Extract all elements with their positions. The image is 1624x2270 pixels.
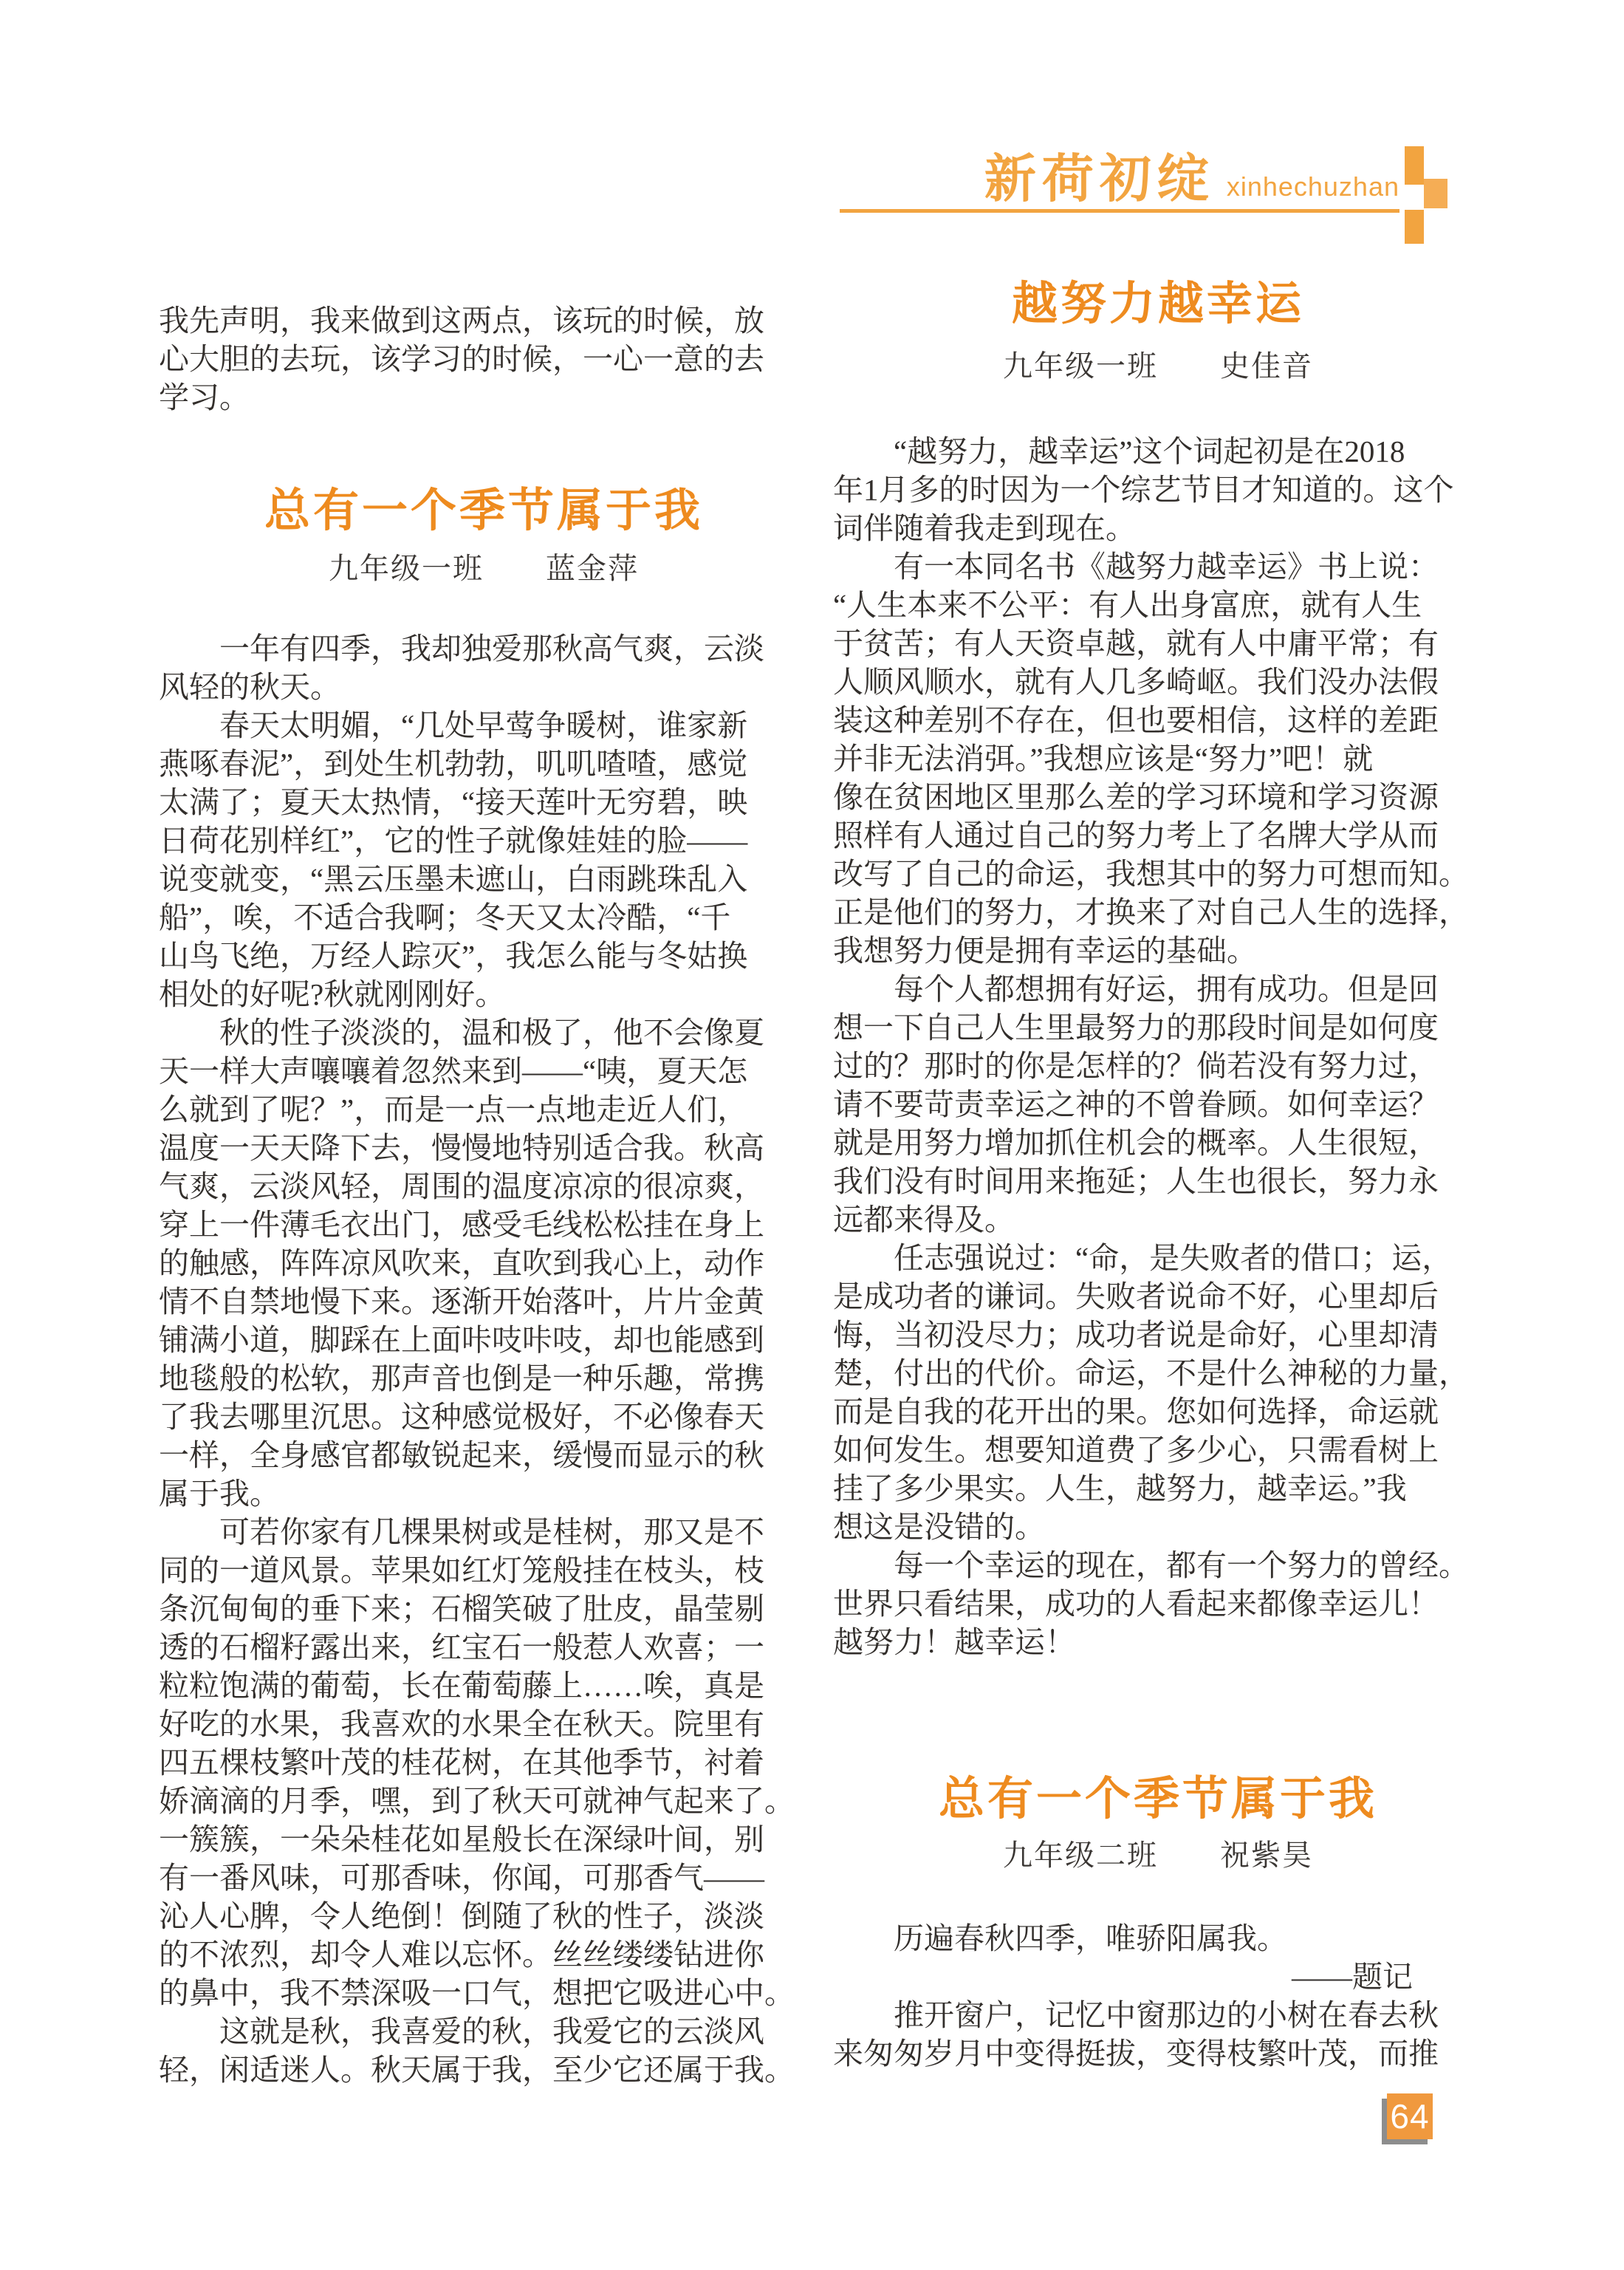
text-line: 好吃的水果，我喜欢的水果全在秋天。院里有 — [159, 1707, 764, 1741]
text-line: 像在贫困地区里那么差的学习环境和学习资源 — [833, 780, 1439, 814]
text-line: 的鼻中，我不禁深吸一口气，想把它吸进心中。 — [159, 1976, 795, 2010]
text-line: 温度一天天降下去，慢慢地特别适合我。秋高 — [159, 1131, 764, 1165]
text-line: 地毯般的松软，那声音也倒是一种乐趣，常携 — [159, 1361, 764, 1395]
text-line: 铺满小道，脚踩在上面咔吱咔吱，却也能感到 — [159, 1323, 764, 1357]
text-line: 人顺风顺水，就有人几多崎岖。我们没办法假 — [833, 665, 1439, 699]
text-line: 有一番风味，可那香味，你闻，可那香气—— — [159, 1861, 764, 1895]
text-line: 太满了；夏天太热情，“接天莲叶无穷碧，映 — [159, 785, 748, 819]
text-line: 春天太明媚，“几处早莺争暖树，谁家新 — [159, 708, 748, 742]
header-stair-square-icon — [1405, 210, 1424, 244]
text-line: 燕啄春泥”，到处生机勃勃，叽叽喳喳，感觉 — [159, 747, 748, 781]
text-line: 情不自禁地慢下来。逐渐开始落叶，片片金黄 — [159, 1285, 764, 1319]
text-line: 想这是没错的。 — [833, 1510, 1045, 1544]
text-line: 属于我。 — [159, 1477, 280, 1511]
text-line: 我先声明，我来做到这两点，该玩的时候，放 — [159, 304, 764, 338]
text-line: 于贫苦；有人天资卓越，就有人中庸平常；有 — [833, 626, 1439, 660]
text-line: 挂了多少果实。人生，越努力，越幸运。”我 — [833, 1471, 1407, 1505]
text-line: 来匆匆岁月中变得挺拔，变得枝繁叶茂，而推 — [833, 2037, 1439, 2071]
header-stair-square-icon — [1405, 146, 1424, 185]
text-line: 娇滴滴的月季，嘿，到了秋天可就神气起来了。 — [159, 1784, 795, 1818]
text-line: 我们没有时间用来拖延；人生也很长，努力永 — [833, 1164, 1439, 1198]
text-line: 照样有人通过自己的努力考上了名牌大学从而 — [833, 818, 1439, 852]
text-line: 如何发生。想要知道费了多少心，只需看树上 — [833, 1433, 1439, 1467]
text-line: 一样，全身感官都敏锐起来，缓慢而显示的秋 — [159, 1438, 764, 1472]
magazine-logo-pinyin: xinhechuzhan — [1226, 171, 1399, 202]
text-line: 说变就变，“黑云压墨未遮山，白雨跳珠乱入 — [159, 862, 748, 896]
article-title-harder-luckier: 越努力越幸运 — [1011, 279, 1304, 329]
text-line: 改写了自己的命运，我想其中的努力可想而知。 — [833, 857, 1469, 891]
text-line: 装这种差别不存在，但也要相信，这样的差距 — [833, 703, 1439, 737]
text-line: 一年有四季，我却独爱那秋高气爽，云淡 — [159, 632, 764, 666]
text-line: 就是用努力增加抓住机会的概率。人生很短， — [833, 1126, 1439, 1160]
article-byline: 九年级一班 史佳音 — [1003, 349, 1313, 383]
text-line: 风轻的秋天。 — [159, 670, 340, 704]
text-line: 并非无法消弭。”我想应该是“努力”吧！就 — [833, 742, 1374, 776]
text-line: 可若你家有几棵果树或是桂树，那又是不 — [159, 1515, 764, 1549]
text-line: 每个人都想拥有好运，拥有成功。但是回 — [833, 972, 1439, 1006]
text-line: 的触感，阵阵凉风吹来，直吹到我心上，动作 — [159, 1246, 764, 1280]
page-number: 64 — [1390, 2097, 1430, 2136]
text-line: 山鸟飞绝，万经人踪灭”，我怎么能与冬姑换 — [159, 939, 748, 973]
text-line: 楚，付出的代价。命运，不是什么神秘的力量， — [833, 1356, 1469, 1390]
text-line: 正是他们的努力，才换来了对自己人生的选择， — [833, 895, 1469, 929]
text-line: 年1月多的时因为一个综艺节目才知道的。这个 — [833, 473, 1454, 507]
header-rule — [840, 209, 1399, 213]
text-line: 世界只看结果，成功的人看起来都像幸运儿！ — [833, 1587, 1439, 1621]
header-stair-square-icon — [1424, 179, 1447, 208]
text-line: 是成功者的谦词。失败者说命不好，心里却后 — [833, 1279, 1439, 1313]
article-body-harder-luckier — [833, 432, 1483, 1661]
article-body-season-belongs-to-me — [159, 629, 809, 2089]
text-line: 每一个幸运的现在，都有一个努力的曾经。 — [833, 1548, 1469, 1582]
text-line: 历遍春秋四季，唯骄阳属我。 — [833, 1921, 1287, 1955]
text-line: 远都来得及。 — [833, 1203, 1015, 1237]
text-line: 沁人心脾，令人绝倒！倒随了秋的性子，淡淡 — [159, 1899, 764, 1933]
text-line: 粒粒饱满的葡萄，长在葡萄藤上……唉，真是 — [159, 1669, 764, 1703]
text-line: 越努力！越幸运！ — [833, 1625, 1075, 1659]
text-line: 请不要苛责幸运之神的不曾眷顾。如何幸运？ — [833, 1087, 1439, 1121]
page-header — [840, 145, 1399, 208]
page-number-badge — [1387, 2093, 1433, 2139]
text-line: 气爽，云淡风轻，周围的温度凉凉的很凉爽， — [159, 1169, 764, 1203]
text-line: 心大胆的去玩，该学习的时候，一心一意的去 — [159, 342, 764, 376]
article-body-season-belongs-to-me-2 — [833, 1919, 1483, 2073]
text-line: 我想努力便是拥有幸运的基础。 — [833, 934, 1257, 968]
text-line: 的不浓烈，却令人难以忘怀。丝丝缕缕钻进你 — [159, 1938, 764, 1972]
text-line: 船”，唉，不适合我啊；冬天又太冷酷，“千 — [159, 900, 731, 934]
text-line: 学习。 — [159, 380, 250, 414]
text-line: 秋的性子淡淡的，温和极了，他不会像夏 — [159, 1016, 764, 1050]
text-line: 了我去哪里沉思。这种感觉极好，不必像春天 — [159, 1400, 764, 1434]
text-line: 一簇簇，一朵朵桂花如星般长在深绿叶间，别 — [159, 1822, 764, 1856]
text-line: 穿上一件薄毛衣出门，感受毛线松松挂在身上 — [159, 1208, 764, 1242]
magazine-logo-chinese: 新荷初绽 — [984, 150, 1215, 208]
text-line: 透的石榴籽露出来，红宝石一般惹人欢喜；一 — [159, 1630, 764, 1664]
text-line: 悔，当初没尽力；成功者说是命好，心里却清 — [833, 1318, 1439, 1352]
text-line: 么就到了呢？”，而是一点一点地走近人们， — [159, 1093, 748, 1127]
text-line: 有一本同名书《越努力越幸运》书上说： — [833, 550, 1439, 584]
text-line: ——题记 — [1292, 1960, 1413, 1994]
text-line: 日荷花别样红”，它的性子就像娃娃的脸—— — [159, 824, 748, 858]
text-line: 任志强说过：“命，是失败者的借口；运， — [833, 1241, 1453, 1275]
text-line: 条沉甸甸的垂下来；石榴笑破了肚皮，晶莹剔 — [159, 1592, 764, 1626]
article-title-season-belongs-to-me: 总有一个季节属于我 — [264, 486, 703, 536]
text-line: 这就是秋，我喜爱的秋，我爱它的云淡风 — [159, 2014, 764, 2048]
article-byline: 九年级一班 蓝金萍 — [329, 552, 639, 585]
text-line: 四五棵枝繁叶茂的桂花树，在其他季节，衬着 — [159, 1746, 764, 1780]
left-column-continuation-paragraph — [159, 301, 809, 417]
article-title-season-belongs-to-me-2: 总有一个季节属于我 — [938, 1774, 1377, 1825]
text-line: “越努力，越幸运”这个词起初是在2018 — [833, 434, 1405, 468]
text-line: “人生本来不公平：有人出身富庶，就有人生 — [833, 588, 1422, 622]
text-line: 过的？那时的你是怎样的？倘若没有努力过， — [833, 1049, 1439, 1083]
text-line: 同的一道风景。苹果如红灯笼般挂在枝头，枝 — [159, 1553, 764, 1587]
text-line: 想一下自己人生里最努力的那段时间是如何度 — [833, 1011, 1439, 1045]
text-line: 而是自我的花开出的果。您如何选择，命运就 — [833, 1395, 1439, 1429]
text-line: 天一样大声嚷嚷着忽然来到——“咦，夏天怎 — [159, 1054, 748, 1088]
text-line: 推开窗户，记忆中窗那边的小树在春去秋 — [833, 1998, 1439, 2032]
text-line: 轻，闲适迷人。秋天属于我，至少它还属于我。 — [159, 2053, 795, 2087]
text-line: 相处的好呢?秋就刚刚好。 — [159, 977, 506, 1011]
article-byline: 九年级二班 祝紫昊 — [1003, 1839, 1313, 1872]
text-line: 词伴随着我走到现在。 — [833, 511, 1136, 545]
